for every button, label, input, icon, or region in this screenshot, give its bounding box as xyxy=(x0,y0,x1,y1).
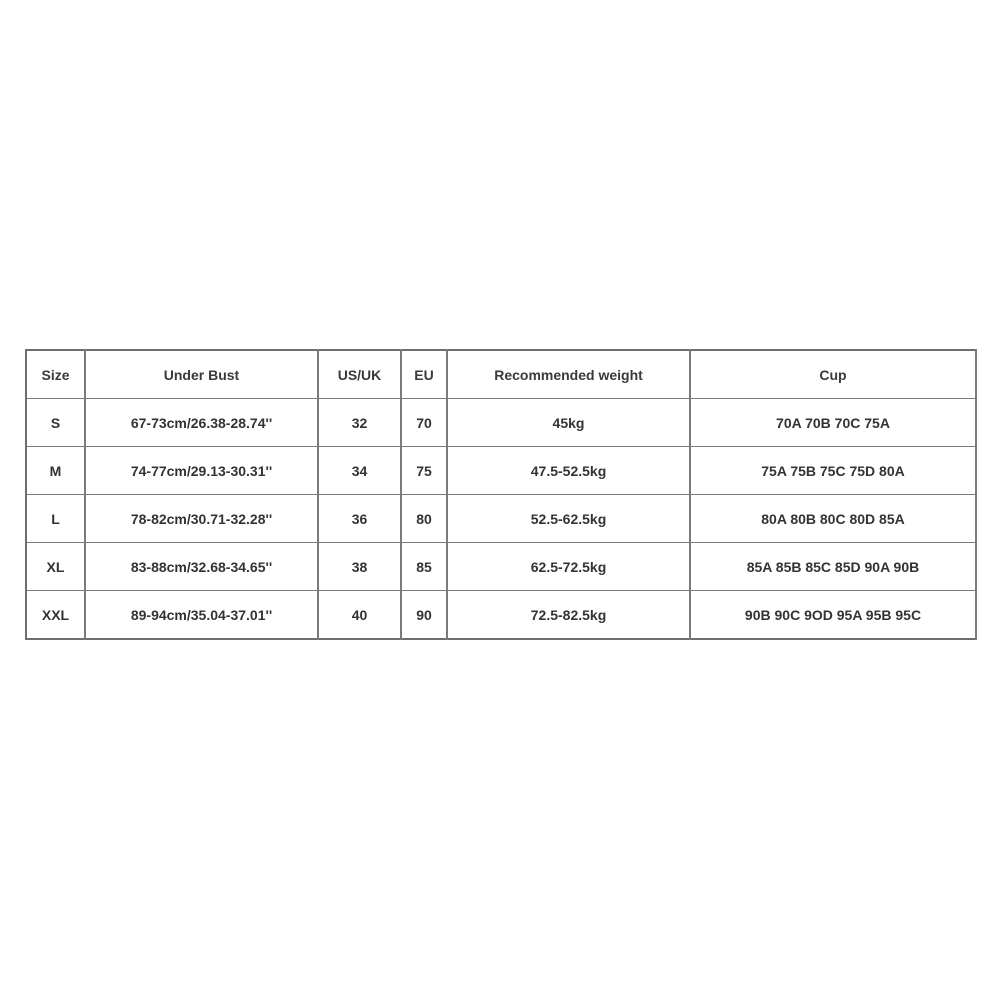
header-size: Size xyxy=(26,350,85,399)
cell-cup: 80A 80B 80C 80D 85A xyxy=(690,495,976,543)
cell-us-uk: 34 xyxy=(318,447,401,495)
cell-cup: 70A 70B 70C 75A xyxy=(690,399,976,447)
cell-eu: 90 xyxy=(401,591,447,640)
table-header-row xyxy=(26,350,976,399)
cell-us-uk: 40 xyxy=(318,591,401,640)
cell-cup: 85A 85B 85C 85D 90A 90B xyxy=(690,543,976,591)
table-row xyxy=(26,543,976,591)
cell-us-uk: 38 xyxy=(318,543,401,591)
cell-cup: 75A 75B 75C 75D 80A xyxy=(690,447,976,495)
cell-size: XL xyxy=(26,543,85,591)
table-row xyxy=(26,447,976,495)
cell-eu: 80 xyxy=(401,495,447,543)
table-row xyxy=(26,591,976,640)
cell-under-bust: 89-94cm/35.04-37.01'' xyxy=(85,591,318,640)
cell-eu: 70 xyxy=(401,399,447,447)
table-row xyxy=(26,399,976,447)
cell-recommended-weight: 62.5-72.5kg xyxy=(447,543,690,591)
cell-under-bust: 67-73cm/26.38-28.74'' xyxy=(85,399,318,447)
cell-recommended-weight: 47.5-52.5kg xyxy=(447,447,690,495)
cell-recommended-weight: 72.5-82.5kg xyxy=(447,591,690,640)
cell-cup: 90B 90C 9OD 95A 95B 95C xyxy=(690,591,976,640)
cell-recommended-weight: 52.5-62.5kg xyxy=(447,495,690,543)
cell-size: S xyxy=(26,399,85,447)
cell-eu: 75 xyxy=(401,447,447,495)
size-chart-table xyxy=(25,349,977,640)
header-recommended-weight: Recommended weight xyxy=(447,350,690,399)
cell-eu: 85 xyxy=(401,543,447,591)
cell-us-uk: 32 xyxy=(318,399,401,447)
cell-under-bust: 78-82cm/30.71-32.28'' xyxy=(85,495,318,543)
cell-size: M xyxy=(26,447,85,495)
table-row xyxy=(26,495,976,543)
cell-recommended-weight: 45kg xyxy=(447,399,690,447)
header-us-uk: US/UK xyxy=(318,350,401,399)
header-eu: EU xyxy=(401,350,447,399)
cell-under-bust: 74-77cm/29.13-30.31'' xyxy=(85,447,318,495)
cell-us-uk: 36 xyxy=(318,495,401,543)
cell-size: XXL xyxy=(26,591,85,640)
cell-size: L xyxy=(26,495,85,543)
header-under-bust: Under Bust xyxy=(85,350,318,399)
cell-under-bust: 83-88cm/32.68-34.65'' xyxy=(85,543,318,591)
header-cup: Cup xyxy=(690,350,976,399)
